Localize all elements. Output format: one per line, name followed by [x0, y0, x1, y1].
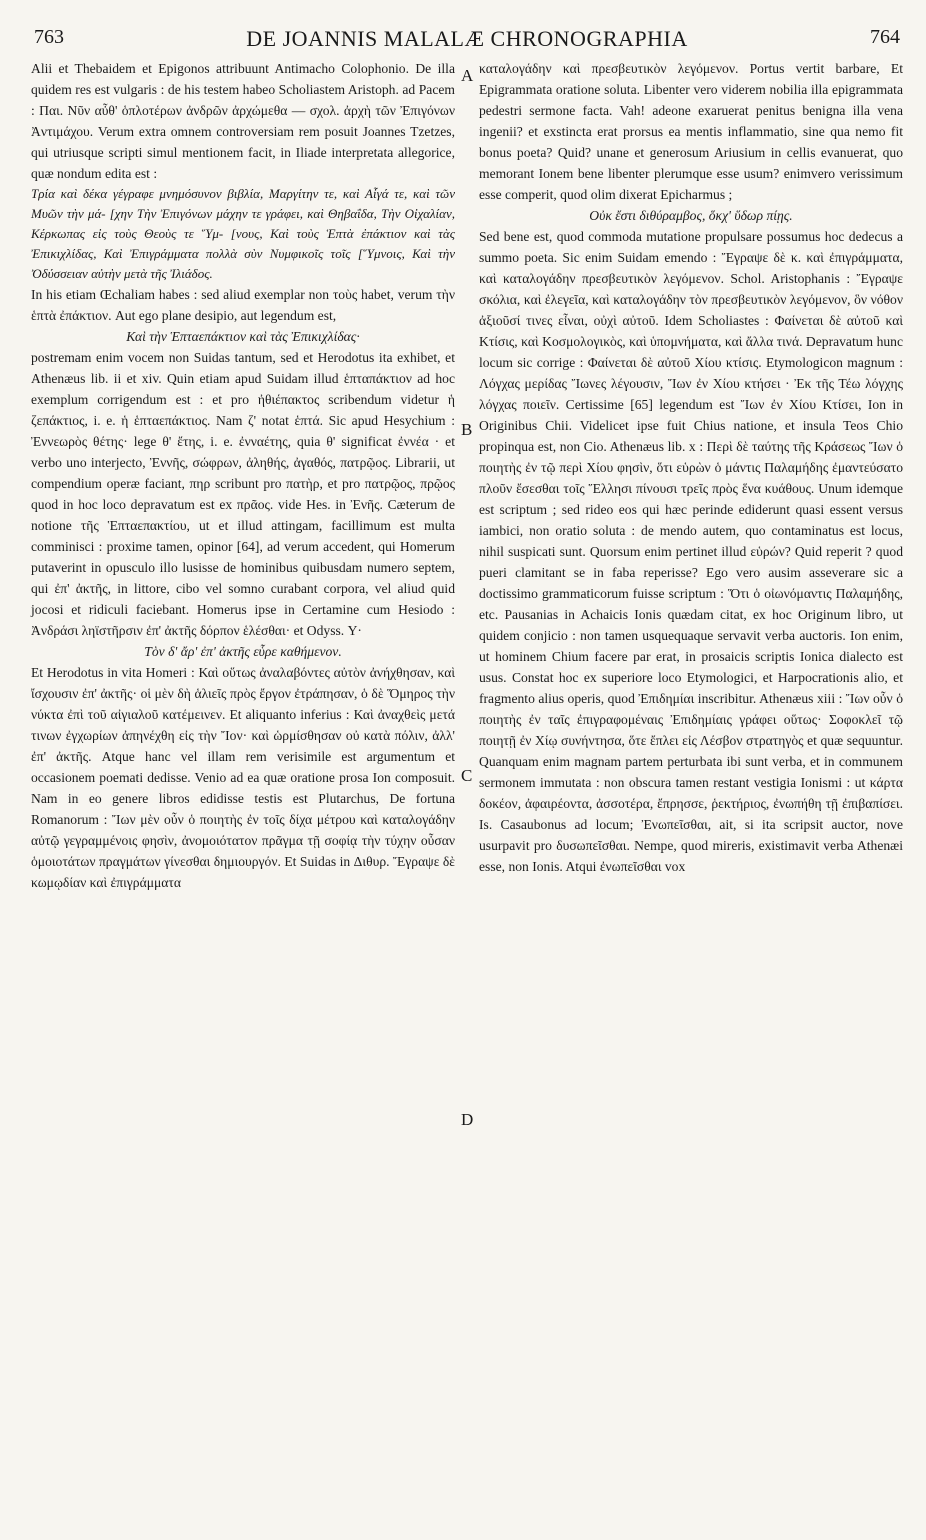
paragraph: Et Herodotus in vita Homeri : Καὶ οὕτως ἀναλαβόντες αὐτὸν ἀνήχθησαν, καὶ ἴσχουσιν ἐπ' ἀκτῆς· οἱ μὲν δὴ ἁλιεῖς πρὸς ἔργον ἐτράπησαν, ὁ δὲ Ὅμηρος τὴν νύκτα ἐπὶ τοῦ αἰγιαλοῦ κατέμεινεν. Et aliquanto inferius : Καὶ ἀναχθεὶς μετά τινων ἐγχωρίων ἀπηνέχθη εἰς τὴν Ἴον· καὶ ὡρμίσθησαν οὐ κατὰ πόλιν, ἀλλ' ἐπ' ἀκτῆς. Atque hanc vel illam rem verisimile est argumentum et occasionem poemati dedisse. Venio ad ea quæ oratione prosa Ion composuit. Nam in eo genere libros edidisse testis est Plutarchus, De fortuna Romanorum : Ἴων μὲν οὖν ὁ ποιητὴς ἐν τοῖς δίχα μέτρου καὶ καταλογάδην αὐτῷ γεγραμμένοις φησὶν, ἀνομοιότατον πρᾶγμα τῇ σοφίᾳ τὴν τύχην οὖσαν ὁμοιοτάτων πραγμάτων γίνεσθαι δημιουργόν. Et Suidas in Διθυρ. Ἔγραψε δὲ κωμῳδίαν καὶ ἐπιγράμματα	[31, 665, 455, 890]
margin-letter-b: B	[461, 420, 473, 439]
verse-block: Τρία καὶ δέκα γέγραφε μνημόσυνον βιβλία, Μαργίτην τε, καὶ Αἶγά τε, καὶ τῶν Μυῶν τὴν μά- [χην Τὴν Ἐπιγόνων μάχην τε γράφει, καὶ Θηβαΐδα, Τὴν Οἰχαλίαν, Κέρκωπας εἰς τοὺς Θεοὺς τε Ὕμ- [νους, Καὶ τοὺς Ἑπτὰ ἐπάκτιον καὶ τὰς Ἐπικιχλίδας, Καὶ Ἐπιγράμματα πολλὰ σὺν Νυμφικοῖς τοῖς [Ὕμνοις, Καὶ τὴν Ὀδύσσειαν αὐτὴν μετὰ τῆς Ἰλιάδος.	[31, 186, 455, 281]
paragraph: postremam enim vocem non Suidas tantum, sed et Herodotus ita exhibet, et Athenæus lib. ii et xiv. Quin etiam apud Suidam illud ἑπταπάκτιον ad hoc exemplum corrigendum est : et pro ἠθιέπακτος scribendum videtur ἡ ζεπάκτιος, i. e. ἡ ἑπταεπάκτιος. Nam ζ' notat ἑπτά. Sic apud Hesychium : Ἐννεωρὸς θέτης· lege θ' ἔτης, i. e. ἐνναέτης, quia θ' significat ἐννέα · et verbo uno interjecto, Ἐννῆς, σώφρων, ἀληθής, ἀγαθός, πατρῷος. Librarii, ut compendium operæ faciant, πηρ scribunt pro πατὴρ, et pro πατρῷος, πρῷος quod in hoc loco depravatum est ex πρᾶος. vide Hes. in Ἐνῆς. Cæterum de notione τῆς Ἑπταεπακτίου, ut et illud attingam, facillimum est multa comminisci : proxime tamen, opinor [64], ad verum accedent, qui Homerum putaverint in opusculo illo lusisse de hominibus quibusdam numero septem, qui ἐπ' ἀκτῆς, in littore, cibo vel somno curabant corpora, vel aliud quid jocosi et ridiculi faciebant. Homerus ipse in Certamine cum Hesiodo : Ἀνδράσι ληϊστῆρσιν ἐπ' ἀκτῆς δόρπον ἑλέσθαι· et Odyss. Υ·	[31, 350, 455, 638]
margin-letter-c: C	[461, 766, 473, 785]
page-header	[30, 26, 904, 56]
right-column	[479, 58, 903, 877]
verse-line: Καὶ τὴν Ἑπταεπάκτιον καὶ τὰς Ἐπικιχλίδας·	[126, 329, 360, 344]
verse-line: Τὸν δ' ἄρ' ἐπ' ἀκτῆς εὗρε καθήμενον.	[144, 644, 342, 659]
paragraph: καταλογάδην καὶ πρεσβευτικὸν λεγόμενον. Portus vertit barbare, Et Epigrammata oratione soluta. Libenter vero viderem nobilia illa epigrammata pedestri sermone facta. Vah! adeone exaruerat penitus benigna illa vena ingenii? et exstincta erat prorsus ea mentis inflammatio, sine qua nemo fit bonus poeta? Quid? unane et generosum Ariusium in cellis evanuerat, quo memorant Ionem bene libenter plerumque esse usum? enimvero verissimum esse comperit, quod olim dixerat Epicharmus ;	[479, 61, 903, 202]
verse-line: Οὐκ ἔστι διθύραμβος, ὅκχ' ὕδωρ πίῃς.	[589, 208, 793, 223]
left-column	[31, 58, 455, 893]
paragraph: In his etiam Œchaliam habes : sed aliud exemplar non τοὺς habet, verum τὴν ἑπτὰ ἐπάκτιον. Aut ego plane desipio, aut legendum est,	[31, 287, 455, 323]
running-title: DE JOANNIS MALALÆ CHRONOGRAPHIA	[246, 26, 688, 51]
paragraph: Alii et Thebaidem et Epigonos attribuunt Antimacho Colophonio. De illa quidem res est vulgaris : de his testem habeo Scholiastem Aristoph. ad Pacem : Παι. Νῦν αὖθ' ὁπλοτέρων ἀνδρῶν ἀρχώμεθα — σχολ. ἀρχὴ τῶν Ἐπιγόνων Ἀντιμάχου. Verum extra omnem controversiam rem posuit Joannes Tzetzes, qui utriusque scripti simul mentionem facit, in Iliade interpretata allegorice, quæ nondum edita est :	[31, 61, 455, 181]
page-number-right: 764	[870, 26, 900, 48]
margin-letter-d: D	[461, 1110, 474, 1129]
page-number-left: 763	[34, 26, 64, 48]
paragraph: Sed bene est, quod commoda mutatione propulsare possumus hoc dedecus a summo poeta. Sic enim Suidam emendo : Ἔγραψε δὲ κ. καὶ ἐπιγράμματα, καὶ καταλογάδην πρεσβευτικὸν λεγόμενον. Schol. Aristophanis : Ἔγραψε σκόλια, καὶ ἐλεγεῖα, καὶ καταλογάδην τὸν πρεσβευτικὸν λεγόμενον, ὃν νόθον ἀξιοῦσί τινες εἶναι, οὐχὶ αὐτοῦ. Idem Scholiastes : Φαίνεται δὲ αὐτοῦ καὶ Κτίσις, καὶ Κοσμολογικὸς, καὶ ὑπομνήματα, καὶ ἄλλα τινά. Depravatum hunc locum sic corrige : Φαίνεται δὲ αὐτοῦ Χίου κτίσις. Etymologicon magnum : Λόγχας μερίδας Ἴωνες λέγουσιν, Ἴων ἐν Χίου κτήσει · Ἐκ τῆς Τέω λόγχης λόγχας ποιεῖν. Certissime [65] legendum est Ἴων ἐν Χίου Κτίσει, Ion in Originibus Chii. Videlicet ipse fuit Chius natione, et insula Teos Chio propinqua est, non Cio. Athenæus lib. x : Περὶ δὲ ταύτης τῆς Κράσεως Ἴων ὁ ποιητὴς ἐν τῷ περὶ Χίου φησὶν, ὅτι εὑρὼν ὁ μάντις Παλαμήδης ἐμαντεύσατο πλοῦν ἔσεσθαι τοῖς Ἕλλησι πίνουσι τρεῖς πρὸς ἕνα κυάθους. Unum idemque est scriptum ; sed rideo eos qui hæc perinde ediderunt quasi essent versus iambici, non oratio soluta : de mendo autem, quo contaminatus est locus, nihil suspicati sunt. Quorsum enim pertinet illud εὑρών? Quid reperit ? quod pueri clamitant se in faba reperisse? Ego vero ausim asseverare sic a doctissimo grammaticorum fuisse scriptum : Ὅτι ὁ οἰωνόμαντις Παλαμήδης, etc. Pausanias in Achaicis Ionis quædam citat, ex hoc Originum libro, ut quidem conjicio : non tamen usquequaque servavit verba auctoris. Ion enim, ut hominem Chium facere par erat, in prosaicis scriptis Ionica dialecto est usus. Constat hoc ex superiore loco Etymologici, et Harpocrationis alio, et fragmento alius operis, quod Ἐπιδημίαι inscribitur. Athenæus xiii : Ἴων οὖν ὁ ποιητὴς ἐν ταῖς ἐπιγραφομέναις Ἐπιδημίαις γράφει οὕτως· Σοφοκλεῖ τῷ ποιητῇ ἐν Χίῳ συνήντησα, ὅτε ἔπλει εἰς Λέσβον στρατηγὸς et quæ sequuntur. Quanquam enim magnam partem perturbata ibi sunt verba, et in communem sermonem immutata : non obscura tamen restant vestigia Ionismi : ut κάρτα δοκέον, ἀφαιρέοντα, ἀσσοτέρα, ἔπρησσε, ῥεκτήριος, ἐνωπήθη τῇ ἐπιβαπίσει. Is. Casaubonus ad locum; Ἐνωπεῖσθαι, ait, si ita scripsit auctor, nove usurpavit pro δυσωπεῖσθαι. Nempe, quod mireris, existimavit verba Athenæi esse, non Ionis. Atqui ἐνωπεῖσθαι vox	[479, 229, 903, 874]
margin-letter-a: A	[461, 66, 474, 85]
